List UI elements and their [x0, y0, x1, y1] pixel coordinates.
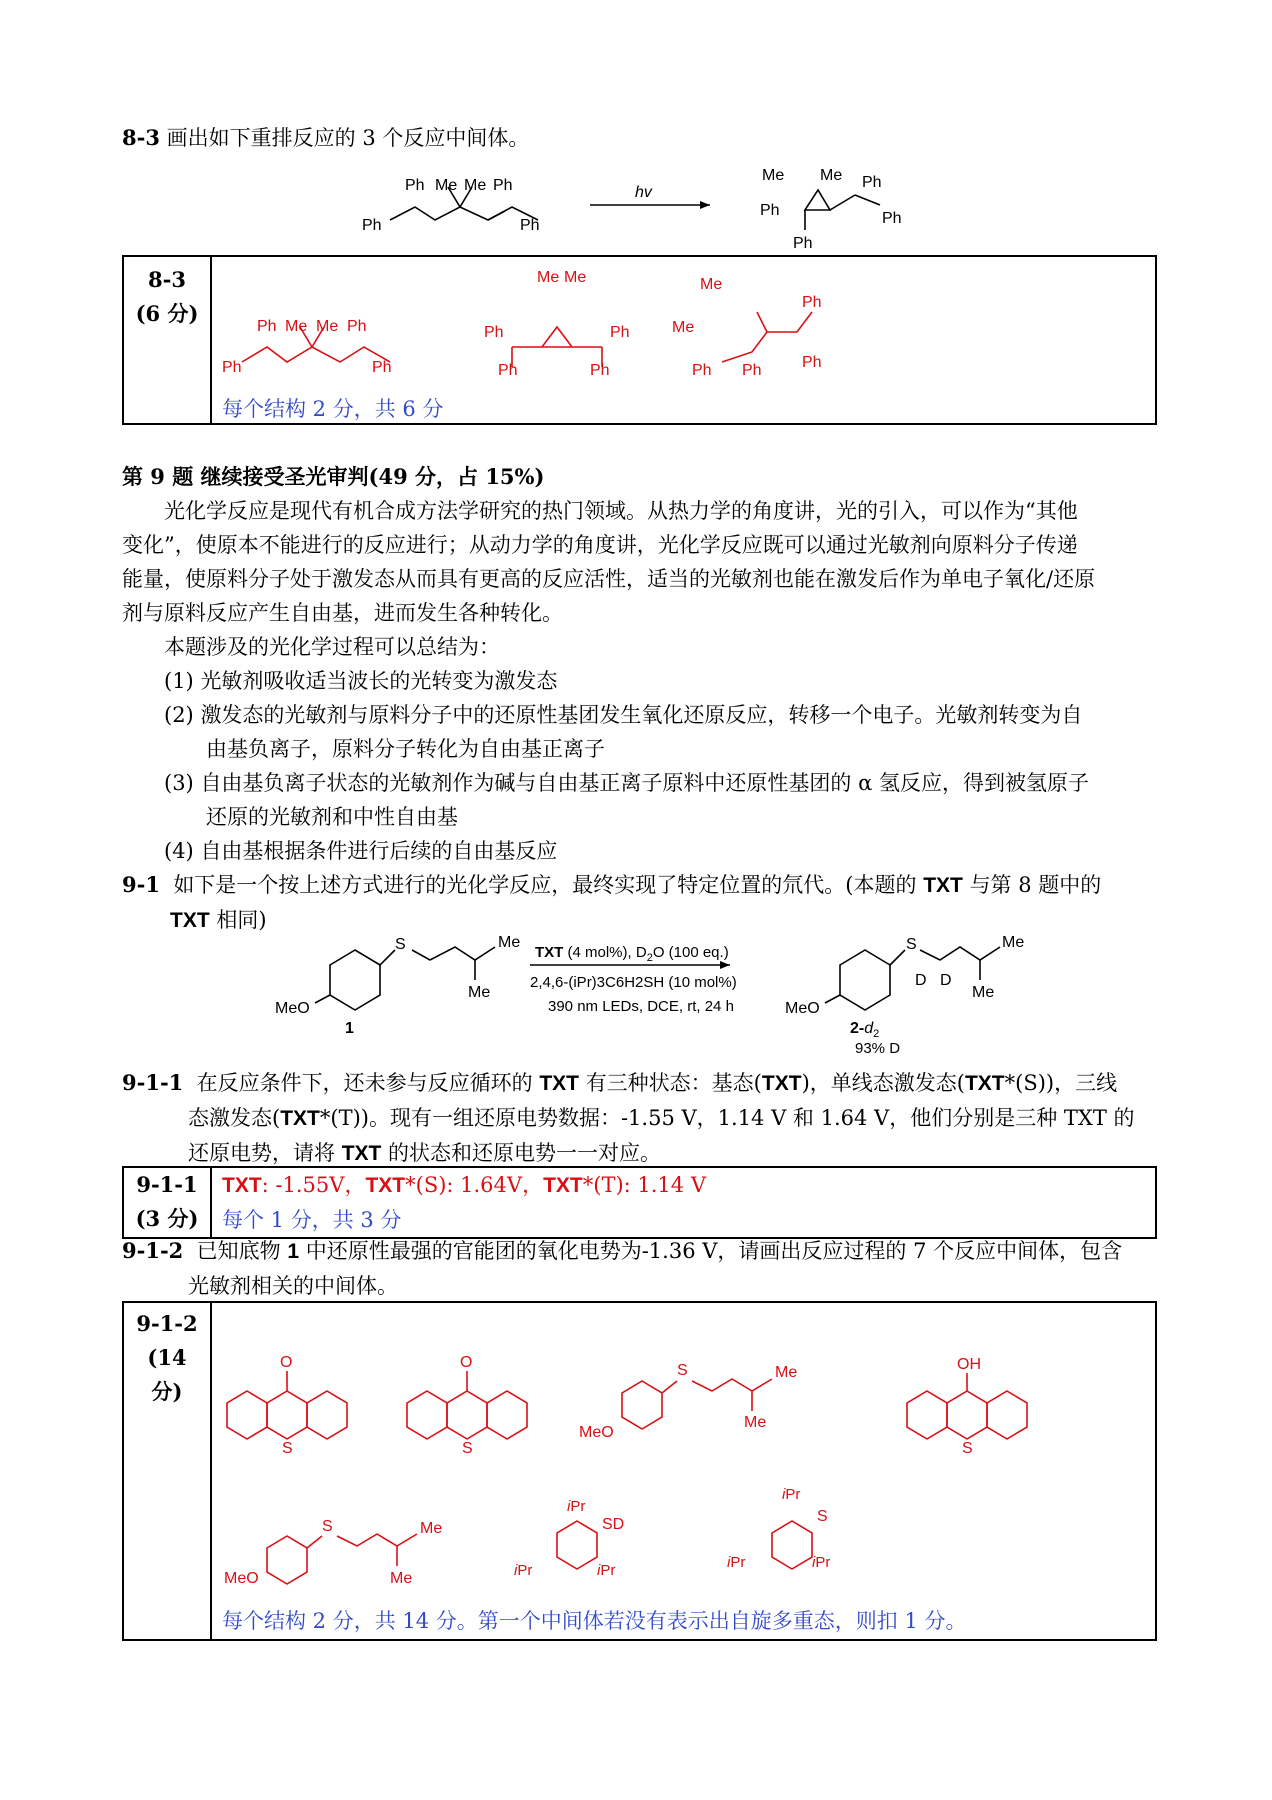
svg-text:S: S: [962, 1440, 973, 1457]
svg-text:S: S: [677, 1362, 688, 1379]
svg-text:Me: Me: [468, 984, 491, 1001]
svg-text:Ph: Ph: [802, 294, 822, 311]
svg-text:SD: SD: [602, 1516, 625, 1533]
svg-text:hv: hv: [635, 184, 652, 201]
svg-text:Me: Me: [672, 319, 695, 336]
svg-text:iPr: iPr: [567, 1498, 586, 1515]
svg-text:Me: Me: [316, 318, 339, 335]
svg-text:Me: Me: [820, 167, 843, 184]
svg-text:Me: Me: [285, 318, 308, 335]
answer-box-8-3: 8-3 (6 分) Ph Ph Me Me Ph Ph Me Me Ph Ph Ph Ph Me Me Ph Ph Ph Ph 每个结构 2 分，共 6 分: [122, 255, 1157, 425]
svg-text:O: O: [280, 1354, 293, 1371]
svg-text:S: S: [282, 1440, 293, 1457]
svg-text:S: S: [395, 936, 406, 953]
answer-box-9-1-1: 9-1-1 (3 分) TXT: -1.55V，TXT*(S): 1.64V，TXT*(T): 1.14 V 每个 1 分，共 3 分: [122, 1166, 1157, 1239]
svg-text:Me: Me: [435, 177, 458, 194]
svg-text:2-d2: $2-d_2$: [850, 1020, 880, 1040]
svg-text:Me: Me: [762, 167, 785, 184]
svg-text:Ph: Ph: [372, 359, 392, 376]
svg-text:O: O: [460, 1354, 473, 1371]
q8-3-reaction-scheme: [360, 165, 960, 255]
q9-1-2-text: 9-1-2 已知底物 1 中还原性最强的官能团的氧化电势为-1.36 V，请画出反应过程的 7 个反应中间体，包含 光敏剂相关的中间体。: [122, 1238, 1123, 1298]
grading-8-3: 每个结构 2 分，共 6 分: [222, 397, 444, 421]
svg-text:2,4,6-(iPr)3C6H2SH (10 mol%): 2,4,6-(iPr)3C6H2SH (10 mol%): [530, 974, 737, 991]
svg-text:D: D: [940, 972, 952, 989]
svg-text:Ph: Ph: [405, 177, 425, 194]
q8-3-text: 8-3 画出如下重排反应的 3 个反应中间体。: [122, 125, 530, 150]
svg-text:390 nm LEDs, DCE, rt, 24 h: 390 nm LEDs, DCE, rt, 24 h: [548, 998, 734, 1015]
svg-text:TXT (4 mol%), D2O (100 eq.): TXT (4 mol%), $D_2O$ (100 eq.): [535, 944, 729, 964]
svg-text:Ph: Ph: [590, 362, 610, 379]
svg-text:S: S: [906, 936, 917, 953]
svg-text:Me: Me: [420, 1520, 443, 1537]
q9-1-reaction-scheme: [250, 935, 1050, 1055]
answer-8-3-structures: [212, 257, 1152, 382]
svg-text:Ph: Ph: [760, 202, 780, 219]
ph-label: Ph: [362, 217, 382, 234]
svg-text:Me: Me: [537, 269, 560, 286]
svg-text:iPr: iPr: [597, 1562, 616, 1579]
svg-text:MeO: MeO: [579, 1424, 614, 1441]
q9-1-1-text: 9-1-1 在反应条件下，还未参与反应循环的 TXT 有三种状态：基态(TXT)，单线态激发态(TXT*(S))，三线 态激发态(TXT*(T))。现有一组还原电势数据：-1.55 V，1.14 V 和 1.64 V，他们分别是三种 TXT 的 还原电势，请将 TXT 的状态和还原电势一一对应。: [122, 1070, 1135, 1165]
svg-text:Ph: Ph: [347, 318, 367, 335]
svg-text:iPr: iPr: [782, 1486, 801, 1503]
svg-text:Me: Me: [390, 1570, 413, 1587]
svg-text:Me: Me: [564, 269, 587, 286]
svg-text:Ph: Ph: [742, 362, 762, 379]
svg-text:MeO: MeO: [785, 1000, 820, 1017]
svg-text:S: S: [817, 1508, 828, 1525]
svg-text:S: S: [462, 1440, 473, 1457]
svg-text:Me: Me: [498, 935, 521, 951]
svg-text:Ph: Ph: [498, 362, 518, 379]
svg-text:Ph: Ph: [610, 324, 630, 341]
q9-title: 第 9 题 继续接受圣光审判(49 分，占 15%): [122, 464, 545, 489]
svg-text:Ph: Ph: [257, 318, 277, 335]
grading-9-1-2: 每个结构 2 分，共 14 分。第一个中间体若没有表示出自旋多重态，则扣 1 分。: [222, 1609, 967, 1633]
svg-text:Ph: Ph: [882, 210, 902, 227]
svg-text:Me: Me: [464, 177, 487, 194]
svg-text:Me: Me: [744, 1414, 767, 1431]
svg-text:Ph: Ph: [692, 362, 712, 379]
svg-text:Me: Me: [775, 1364, 798, 1381]
q9-steps: (1) 光敏剂吸收适当波长的光转变为激发态 (2) 激发态的光敏剂与原料分子中的还原性基团发生氧化还原反应，转移一个电子。光敏剂转变为自 由基负离子，原料分子转化为自由基正离子 (3) 自由基负离子状态的光敏剂作为碱与自由基正离子原料中还原性基团的 α 氢反应，得到被氢原子 还原的光敏剂和中性自由基 (4) 自由基根据条件进行后续的自由基反应: [164, 669, 1089, 863]
svg-text:Ph: Ph: [520, 217, 540, 234]
answer-box-9-1-2: 9-1-2 (14 分) O S O S S Me Me MeO OH S S Me Me MeO iPr SD iPr iPr iPr S iPr iPr 每个结构 2 分，共 14 分。第一个中间体若没有表示出自旋多重态，则扣 1 分。: [122, 1301, 1157, 1641]
svg-text:Ph: Ph: [222, 359, 242, 376]
svg-text:Ph: Ph: [493, 177, 513, 194]
svg-text:MeO: MeO: [275, 1000, 310, 1017]
svg-text:OH: OH: [957, 1356, 981, 1373]
svg-text:MeO: MeO: [224, 1570, 259, 1587]
svg-text:Ph: Ph: [484, 324, 504, 341]
q9-intro: 光化学反应是现代有机合成方法学研究的热门领域。从热力学的角度讲，光的引入，可以作为“其他 变化”，使原本不能进行的反应进行；从动力学的角度讲，光化学反应既可以通过光敏剂向原料分子传递 能量，使原料分子处于激发态从而具有更高的反应活性，适当的光敏剂也能在激发后作为单电子氧化/还原 剂与原料反应产生自由基，进而发生各种转化。 本题涉及的光化学过程可以总结为：: [122, 499, 1096, 659]
grading-9-1-1: 每个 1 分，共 3 分: [222, 1208, 402, 1232]
svg-text:S: S: [322, 1518, 333, 1535]
svg-text:iPr: iPr: [514, 1562, 533, 1579]
svg-text:Ph: Ph: [802, 354, 822, 371]
svg-text:D: D: [915, 972, 927, 989]
svg-text:93% D: 93% D: [855, 1040, 901, 1055]
svg-text:Me: Me: [1002, 935, 1025, 951]
q9-1-text: 9-1 如下是一个按上述方式进行的光化学反应，最终实现了特定位置的氘代。(本题的 TXT 与第 8 题中的 TXT 相同): [122, 872, 1102, 932]
svg-text:Me: Me: [700, 276, 723, 293]
svg-text:Ph: Ph: [793, 235, 813, 252]
svg-text:iPr: iPr: [812, 1554, 831, 1571]
svg-text:1: 1: [345, 1020, 354, 1037]
answer-9-1-2-structures: [212, 1303, 1152, 1593]
svg-text:iPr: iPr: [727, 1554, 746, 1571]
svg-text:Ph: Ph: [862, 174, 882, 191]
svg-text:Me: Me: [972, 984, 995, 1001]
